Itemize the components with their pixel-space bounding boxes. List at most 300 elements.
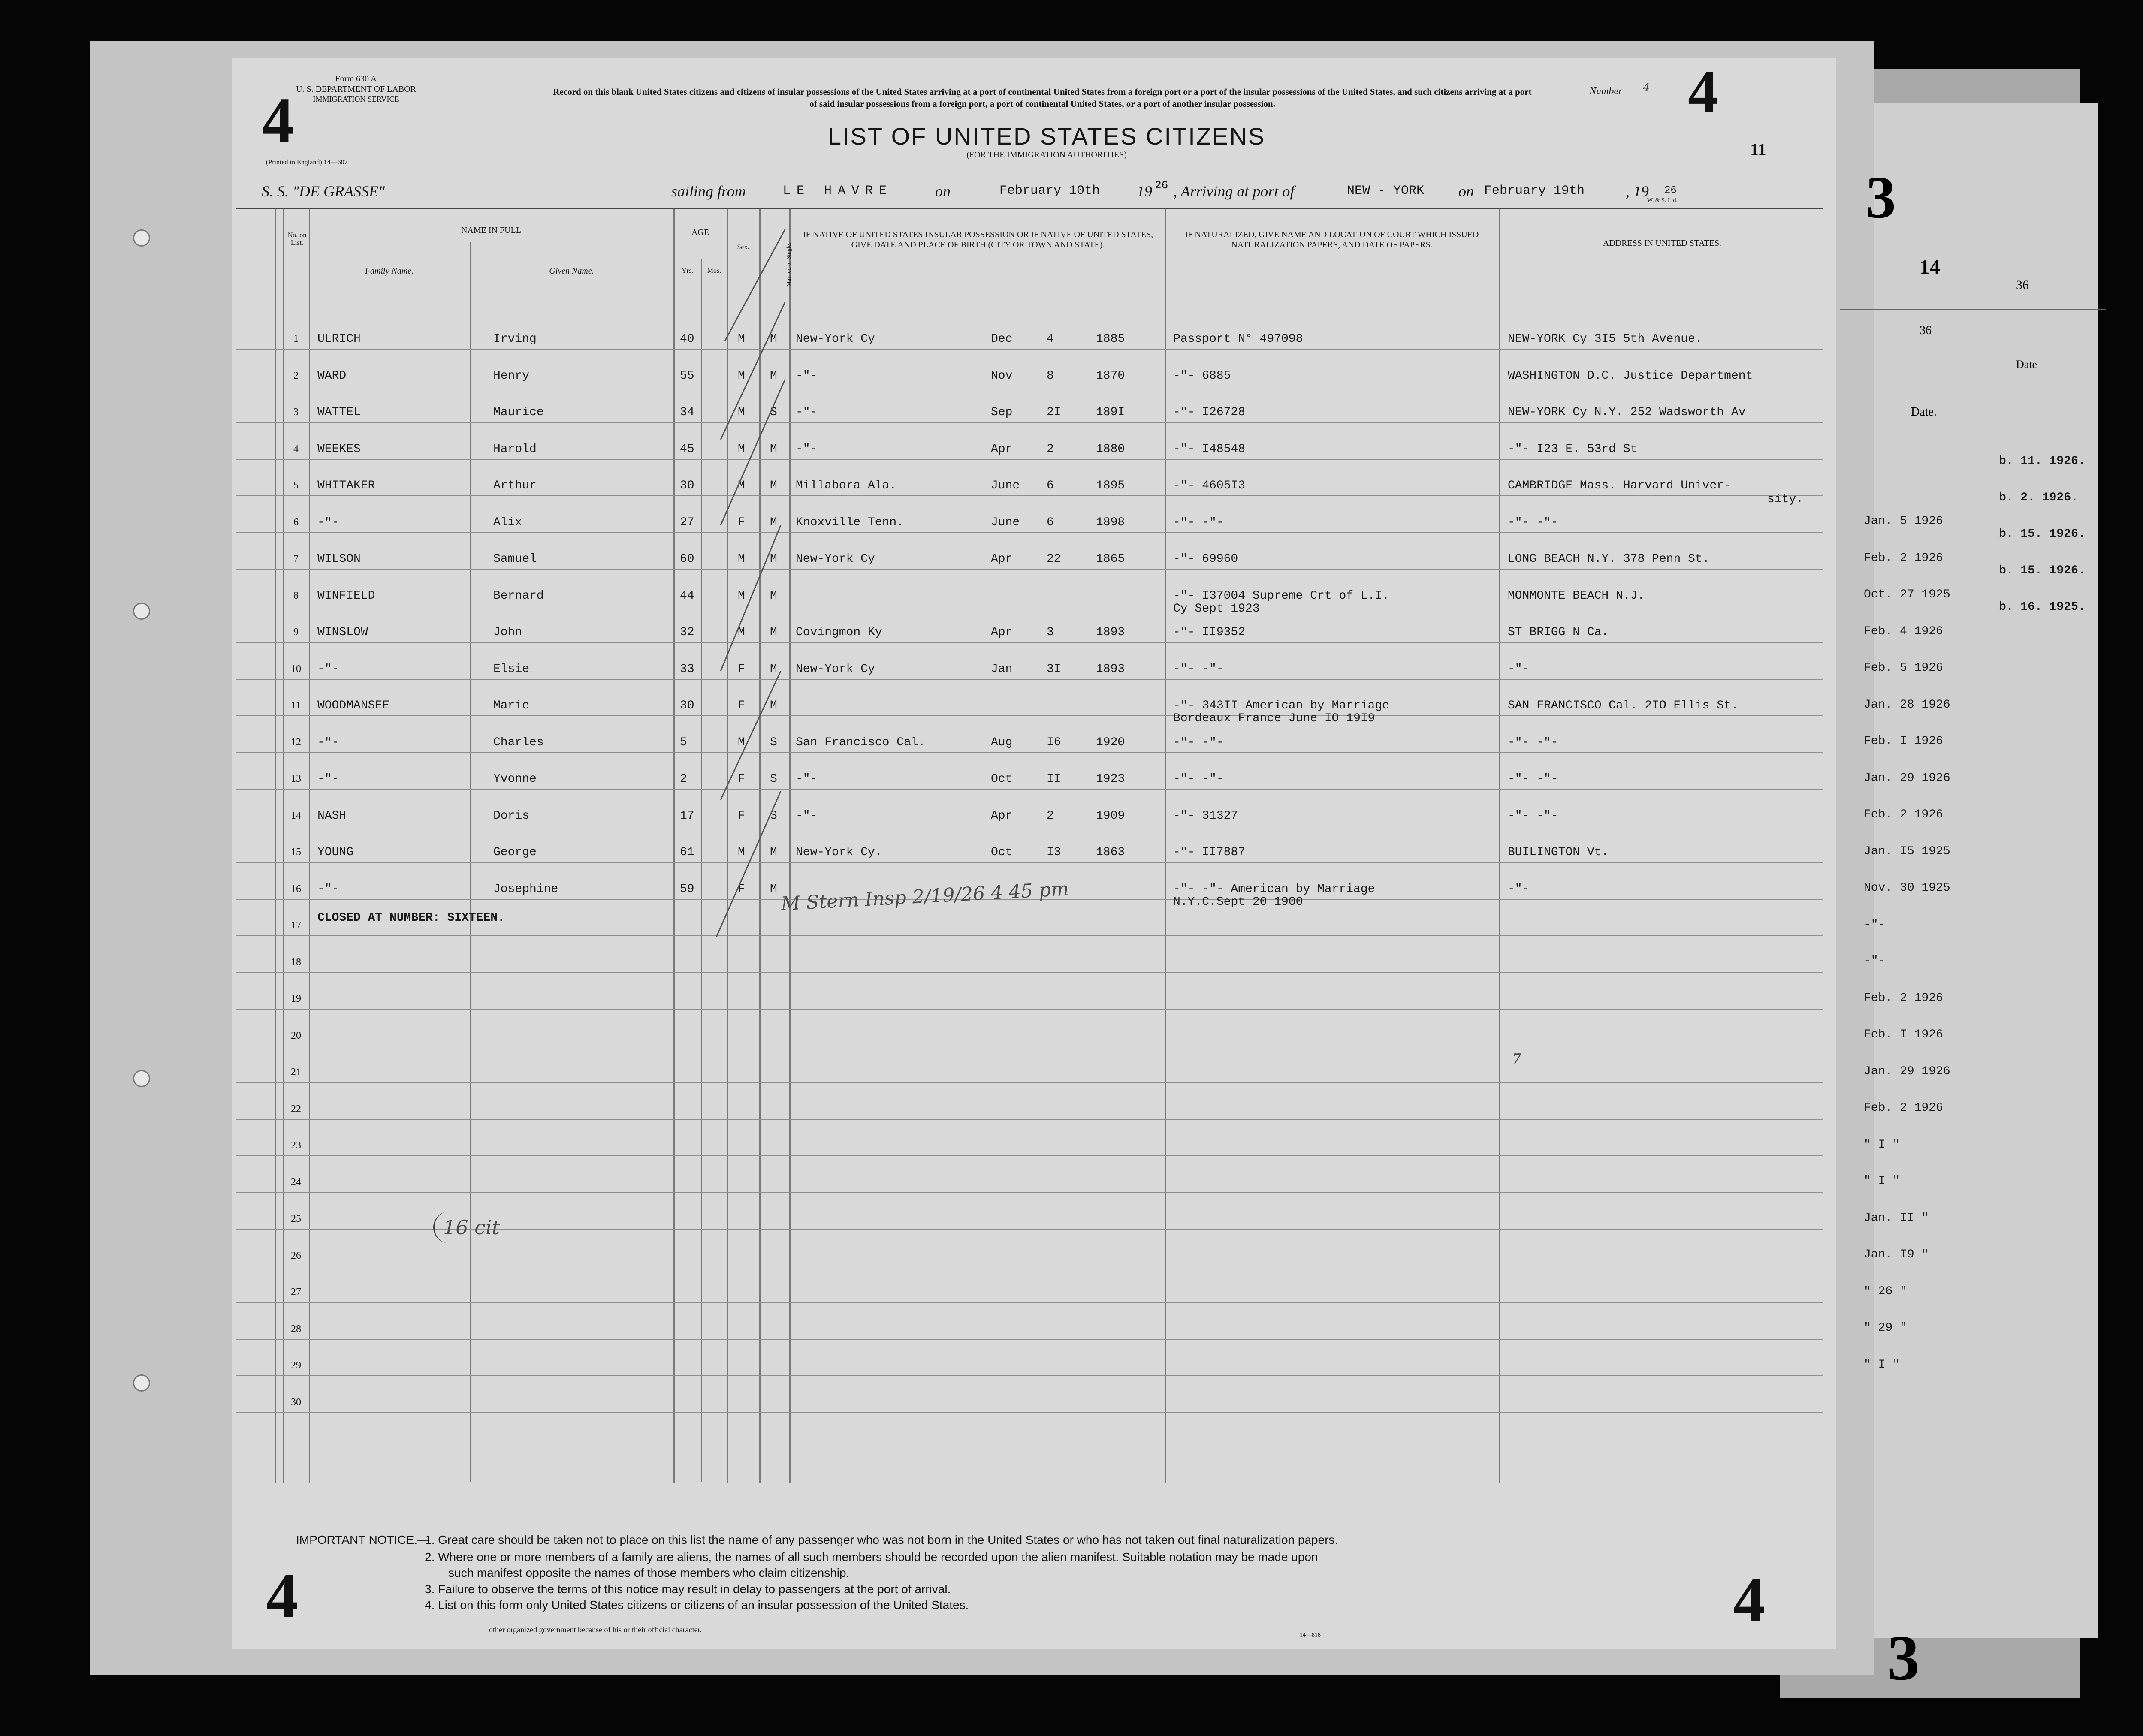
- age-years: 44: [680, 589, 694, 603]
- address: -"- -"-: [1508, 735, 1558, 749]
- sex: F: [738, 809, 745, 823]
- given-name: Marie: [493, 699, 530, 712]
- notice-item-2-cont: such manifest opposite the names of those members who claim citizenship.: [448, 1566, 850, 1579]
- marital-status: S: [770, 809, 777, 823]
- birth-place: Covingmon Ky: [796, 626, 882, 639]
- naturalization: -"- 343II American by Marriage: [1173, 699, 1390, 712]
- marital-status: M: [770, 515, 777, 529]
- address: -"- -"-: [1508, 515, 1558, 529]
- side-header-number: 14: [1920, 256, 1940, 278]
- family-name: -"-: [317, 735, 339, 749]
- side-date: " I ": [1864, 1175, 1900, 1188]
- birth-day: 2I: [1047, 406, 1061, 419]
- birth-month: Apr: [991, 809, 1013, 823]
- address-line-2: sity.: [1767, 493, 1804, 506]
- age-years: 17: [680, 809, 694, 823]
- side-big-number: 3: [1866, 164, 1896, 231]
- given-name: Elsie: [493, 662, 530, 676]
- birth-year: 1865: [1096, 552, 1125, 566]
- birth-month: Oct: [991, 846, 1013, 859]
- row-rule: [236, 532, 1823, 533]
- family-name: WHITAKER: [317, 479, 375, 492]
- check-marks-svg: [673, 199, 811, 971]
- side-date: " 26 ": [1864, 1284, 1907, 1298]
- side-date: Jan. 28 1926: [1864, 698, 1950, 711]
- row-number: 25: [291, 1213, 301, 1224]
- row-rule: [236, 679, 1823, 680]
- family-name: YOUNG: [317, 846, 354, 859]
- marital-status: M: [770, 479, 777, 492]
- sail-year-prefix: 19: [1137, 183, 1152, 200]
- sex: F: [738, 662, 745, 676]
- header-address: ADDRESS IN UNITED STATES.: [1603, 238, 1722, 248]
- row-number: 5: [293, 480, 299, 491]
- birth-day: I6: [1047, 735, 1061, 749]
- row-rule: [236, 1082, 1823, 1083]
- family-name: WOODMANSEE: [317, 699, 390, 712]
- address: -"-: [1508, 882, 1530, 896]
- inspector-stamp: M Stern Insp 2/19/26 4 45 pm: [780, 878, 1070, 915]
- side-date: Jan. 29 1926: [1864, 1064, 1950, 1078]
- naturalization: -"- II7887: [1173, 846, 1246, 859]
- given-name: Irving: [493, 332, 537, 346]
- row-number: 16: [291, 883, 301, 895]
- family-name: WEEKES: [317, 442, 361, 456]
- side-date: Feb. 4 1926: [1864, 624, 1943, 638]
- side-date: Feb. I 1926: [1864, 1028, 1943, 1041]
- age-years: 59: [680, 882, 694, 896]
- marital-status: S: [770, 406, 777, 419]
- birth-year: 1923: [1096, 772, 1125, 786]
- notice-trailing: other organized government because of his or their official character.: [489, 1625, 702, 1634]
- naturalization: -"- 6885: [1173, 369, 1231, 383]
- row-number: 29: [291, 1360, 301, 1371]
- printer-mark: W. & S. Ltd.: [1647, 197, 1678, 204]
- side-date-entry: b. 15. 1926.: [1999, 527, 2086, 541]
- side-date: Jan. II ": [1864, 1211, 1929, 1225]
- row-rule: [236, 642, 1823, 643]
- naturalization-line-2: N.Y.C.Sept 20 1900: [1173, 895, 1303, 909]
- page-title: LIST OF UNITED STATES CITIZENS: [827, 123, 1266, 150]
- list-number-top-right: 4: [1688, 58, 1718, 125]
- row-rule: [236, 349, 1823, 350]
- address: NEW-YORK Cy N.Y. 252 Wadsworth Av: [1508, 406, 1746, 419]
- row-number: 21: [291, 1067, 301, 1078]
- birth-place: New-York Cy: [796, 662, 875, 676]
- sailing-from-port: LE HAVRE: [783, 184, 893, 198]
- age-years: 45: [680, 442, 694, 456]
- birth-month: Apr: [991, 442, 1013, 456]
- naturalization: -"- 4605I3: [1173, 479, 1246, 492]
- side-date-entry: b. 15. 1926.: [1999, 564, 2086, 577]
- given-name: Samuel: [493, 552, 537, 566]
- side-col-36: 36: [2016, 278, 2029, 292]
- family-name: WARD: [317, 369, 347, 383]
- department: U. S. DEPARTMENT OF LABOR: [296, 84, 416, 94]
- age-years: 34: [680, 406, 694, 419]
- sail-year: 26: [1155, 179, 1168, 192]
- form-number: Form 630 A: [335, 74, 377, 84]
- on-label-2: on: [1458, 183, 1474, 200]
- birth-year: 1909: [1096, 809, 1125, 823]
- birth-day: I3: [1047, 846, 1061, 859]
- given-name: Josephine: [493, 882, 558, 896]
- marital-status: M: [770, 332, 777, 346]
- manifest-page: [232, 58, 1836, 1649]
- sex: M: [738, 332, 745, 346]
- address: MONMONTE BEACH N.J.: [1508, 589, 1645, 603]
- row-number: 14: [291, 810, 301, 821]
- birth-place: -"-: [796, 369, 818, 383]
- family-name: -"-: [317, 882, 339, 896]
- birth-year: 189I: [1096, 406, 1125, 419]
- marital-status: M: [770, 442, 777, 456]
- header-name-in-full: NAME IN FULL: [461, 226, 521, 235]
- side-date: Jan. 29 1926: [1864, 771, 1950, 785]
- row-rule: [236, 1009, 1823, 1010]
- age-years: 33: [680, 662, 694, 676]
- row-number: 8: [293, 590, 299, 601]
- naturalization: -"- -"-: [1173, 662, 1224, 676]
- side-rule: [1840, 309, 2106, 310]
- birth-month: June: [991, 479, 1020, 492]
- row-number: 7: [293, 553, 299, 564]
- address: BUILINGTON Vt.: [1508, 846, 1609, 859]
- naturalization: -"- I26728: [1173, 406, 1246, 419]
- naturalization: -"- -"- American by Marriage: [1173, 882, 1375, 896]
- punch-hole: [133, 1070, 150, 1087]
- side-date: Nov. 30 1925: [1864, 881, 1950, 895]
- naturalization: Passport N° 497098: [1173, 332, 1303, 346]
- side-date: Feb. 2 1926: [1864, 1101, 1943, 1115]
- row-number: 23: [291, 1140, 301, 1151]
- col-divider: [275, 209, 276, 1483]
- row-number: 11: [291, 700, 301, 711]
- row-number: 20: [291, 1030, 301, 1041]
- given-name: Yvonne: [493, 772, 537, 786]
- punch-hole: [133, 1374, 150, 1392]
- given-name: Alix: [493, 515, 522, 529]
- birth-place: Millabora Ala.: [796, 479, 897, 492]
- naturalization: -"- 31327: [1173, 809, 1238, 823]
- side-date: Feb. I 1926: [1864, 735, 1943, 748]
- address: ST BRIGG N Ca.: [1508, 626, 1609, 639]
- side-date: " I ": [1864, 1358, 1900, 1371]
- birth-year: 1898: [1096, 515, 1125, 529]
- birth-place: -"-: [796, 406, 818, 419]
- row-rule: [236, 972, 1823, 973]
- row-rule: [236, 1339, 1823, 1340]
- marital-status: M: [770, 552, 777, 566]
- row-number: 24: [291, 1176, 301, 1188]
- side-date: Oct. 27 1925: [1864, 588, 1950, 601]
- age-years: 30: [680, 699, 694, 712]
- address: CAMBRIDGE Mass. Harvard Univer-: [1508, 479, 1731, 492]
- birth-month: Oct: [991, 772, 1013, 786]
- birth-year: 1893: [1096, 626, 1125, 639]
- sailing-from-label: sailing from: [671, 183, 746, 200]
- side-date: " 29 ": [1864, 1321, 1907, 1335]
- naturalization: -"- I37004 Supreme Crt of L.I.: [1173, 589, 1390, 603]
- notice-item-3: 3. Failure to observe the terms of this notice may result in delay to passengers at the port of arrival.: [425, 1582, 951, 1596]
- birth-month: Nov: [991, 369, 1013, 383]
- birth-day: II: [1047, 772, 1061, 786]
- sex: M: [738, 846, 745, 859]
- naturalization: -"- II9352: [1173, 626, 1246, 639]
- age-years: 60: [680, 552, 694, 566]
- row-rule: [236, 569, 1823, 570]
- birth-month: Jan: [991, 662, 1013, 676]
- age-years: 2: [680, 772, 687, 786]
- number-value: 4: [1643, 81, 1650, 94]
- row-number: 18: [291, 956, 301, 968]
- row-rule: [236, 495, 1823, 496]
- header-birth: IF NATIVE OF UNITED STATES INSULAR POSSESSION OR IF NATIVE OF UNITED STATES, GIVE DATE AND PLACE OF BIRTH (CITY OR TOWN AND STATE).: [803, 230, 1153, 250]
- side-date: -"-: [1864, 955, 1886, 968]
- sex: M: [738, 735, 745, 749]
- header-married-single: Married or Single.: [786, 242, 792, 287]
- service: IMMIGRATION SERVICE: [313, 95, 399, 103]
- birth-place: New-York Cy: [796, 332, 875, 346]
- family-name: WINSLOW: [317, 626, 368, 639]
- side-date: Feb. 5 1926: [1864, 661, 1943, 675]
- sex: M: [738, 479, 745, 492]
- sail-date: February 10th: [999, 184, 1100, 198]
- page-number: 11: [1750, 140, 1766, 159]
- birth-year: 1870: [1096, 369, 1125, 383]
- header-years: Yrs.: [681, 267, 694, 274]
- number-label: Number: [1589, 86, 1623, 97]
- notice-item-2: 2. Where one or more members of a family are aliens, the names of all such members should be recorded upon the alien manifest. Suitable notation may be made upon: [425, 1550, 1318, 1564]
- side-date: Feb. 2 1926: [1864, 551, 1943, 565]
- side-date: " I ": [1864, 1138, 1900, 1151]
- row-rule: [236, 1119, 1823, 1120]
- marital-status: M: [770, 662, 777, 676]
- address: -"-: [1508, 662, 1530, 676]
- marital-status: M: [770, 626, 777, 639]
- row-rule: [236, 1192, 1823, 1193]
- row-rule: [236, 459, 1823, 460]
- marital-status: S: [770, 772, 777, 786]
- family-name: -"-: [317, 515, 339, 529]
- arrival-year: 26: [1664, 185, 1677, 196]
- row-number: 12: [291, 736, 301, 748]
- birth-month: Dec: [991, 332, 1013, 346]
- arriving-label: , Arriving at port of: [1173, 183, 1295, 200]
- given-name: John: [493, 626, 522, 639]
- form-instructions: Record on this blank United States citizens and citizens of insular possessions of the United States arriving at a port of continental United States from a foreign port or a port of the insular possessions of the United States, and such citizens arriving at a port of said insular possessions from a foreign port, a port of continental United States, or a port of another insular possession.: [553, 87, 1532, 109]
- notice-item-1: 1. Great care should be taken not to place on this list the name of any passenger who was not born in the United States or who has not taken out final naturalization papers.: [425, 1533, 1338, 1546]
- list-number-top-left: 4: [262, 85, 294, 156]
- side-date: -"-: [1864, 918, 1886, 931]
- naturalization: -"- -"-: [1173, 772, 1224, 786]
- footer-mark: 14—818: [1300, 1632, 1321, 1638]
- header-no: No. on List.: [287, 232, 307, 247]
- row-rule: [236, 789, 1823, 790]
- given-name: Charles: [493, 735, 544, 749]
- naturalization: -"- -"-: [1173, 735, 1224, 749]
- side-date-entry: b. 11. 1926.: [1999, 455, 2086, 468]
- row-number: 6: [293, 516, 299, 528]
- side-date-entry: b. 2. 1926.: [1999, 491, 2078, 504]
- sex: M: [738, 369, 745, 383]
- age-years: 40: [680, 332, 694, 346]
- side-big-number-bottom: 3: [1887, 1622, 1920, 1694]
- given-name: Henry: [493, 369, 530, 383]
- given-name: George: [493, 846, 537, 859]
- age-years: 5: [680, 735, 687, 749]
- birth-month: June: [991, 515, 1020, 529]
- header-given-name: Given Name.: [549, 266, 594, 276]
- notice-heading: IMPORTANT NOTICE.—: [296, 1533, 430, 1546]
- family-name: ULRICH: [317, 332, 361, 346]
- ship-name: S. S. "DE GRASSE": [262, 183, 385, 200]
- sex: M: [738, 442, 745, 456]
- address: -"- I23 E. 53rd St: [1508, 442, 1638, 456]
- age-years: 61: [680, 846, 694, 859]
- birth-place: -"-: [796, 809, 818, 823]
- birth-day: 22: [1047, 552, 1061, 566]
- birth-year: 1880: [1096, 442, 1125, 456]
- birth-place: San Francisco Cal.: [796, 735, 926, 749]
- birth-day: 6: [1047, 479, 1054, 492]
- naturalization-line-2: Bordeaux France June IO 19I9: [1173, 712, 1375, 725]
- header-naturalized: IF NATURALIZED, GIVE NAME AND LOCATION OF COURT WHICH ISSUED NATURALIZATION PAPERS, AND DATE OF PAPERS.: [1185, 230, 1479, 250]
- header-sex: Sex.: [737, 244, 749, 251]
- row-number: 10: [291, 663, 301, 675]
- row-rule: [236, 752, 1823, 753]
- naturalization: -"- 69960: [1173, 552, 1238, 566]
- list-number-bottom-left: 4: [266, 1560, 298, 1631]
- side-date: Jan. 5 1926: [1864, 515, 1943, 528]
- given-name: Bernard: [493, 589, 544, 603]
- row-number: 26: [291, 1250, 301, 1261]
- age-years: 27: [680, 515, 694, 529]
- family-name: WATTEL: [317, 406, 361, 419]
- sex: M: [738, 626, 745, 639]
- sex: M: [738, 406, 745, 419]
- col-divider: [309, 209, 310, 1483]
- row-rule: [236, 1375, 1823, 1376]
- notice-item-4: 4. List on this form only United States citizens or citizens of an insular possession of the United States.: [425, 1598, 969, 1612]
- birth-place: New-York Cy.: [796, 846, 882, 859]
- birth-place: Knoxville Tenn.: [796, 515, 904, 529]
- given-name: Arthur: [493, 479, 537, 492]
- birth-year: 1895: [1096, 479, 1125, 492]
- family-name: -"-: [317, 662, 339, 676]
- list-number-bottom-right: 4: [1733, 1564, 1765, 1636]
- header-age: AGE: [691, 228, 709, 237]
- page-subtitle: (FOR THE IMMIGRATION AUTHORITIES): [966, 150, 1127, 160]
- printed-note: (Printed in England) 14—607: [266, 159, 348, 166]
- naturalization-line-2: Cy Sept 1923: [1173, 602, 1260, 615]
- row-number: 30: [291, 1396, 301, 1408]
- sex: F: [738, 515, 745, 529]
- arrival-port: NEW - YORK: [1347, 184, 1425, 198]
- sex: M: [738, 589, 745, 603]
- marital-status: S: [770, 735, 777, 749]
- side-date: Jan. I9 ": [1864, 1248, 1929, 1261]
- row-rule: [236, 1302, 1823, 1303]
- marital-status: M: [770, 369, 777, 383]
- row-number: 27: [291, 1287, 301, 1298]
- age-years: 32: [680, 626, 694, 639]
- address: SAN FRANCISCO Cal. 2IO Ellis St.: [1508, 699, 1739, 712]
- marital-status: M: [770, 882, 777, 896]
- closing-statement: CLOSED AT NUMBER: SIXTEEN.: [317, 911, 505, 925]
- family-name: NASH: [317, 809, 347, 823]
- birth-year: 1885: [1096, 332, 1125, 346]
- side-date: Feb. 2 1926: [1864, 808, 1943, 821]
- marital-status: M: [770, 846, 777, 859]
- row-number: 22: [291, 1103, 301, 1115]
- birth-day: 2: [1047, 442, 1054, 456]
- arrival-year-prefix: , 19: [1626, 183, 1649, 200]
- birth-month: Aug: [991, 735, 1013, 749]
- given-name: Doris: [493, 809, 530, 823]
- sex: F: [738, 699, 745, 712]
- row-rule: [236, 715, 1823, 716]
- address: -"- -"-: [1508, 809, 1558, 823]
- naturalization: -"- -"-: [1173, 515, 1224, 529]
- birth-day: 8: [1047, 369, 1054, 383]
- row-rule: [236, 862, 1823, 863]
- side-date: Feb. 2 1926: [1864, 991, 1943, 1005]
- row-rule: [236, 422, 1823, 423]
- arrival-date: February 19th: [1484, 184, 1585, 198]
- given-name: Harold: [493, 442, 537, 456]
- age-years: 30: [680, 479, 694, 492]
- address: -"- -"-: [1508, 772, 1558, 786]
- side-col-36b: 36: [1920, 324, 1932, 337]
- row-number: 1: [293, 333, 299, 344]
- birth-month: Sep: [991, 406, 1013, 419]
- handwritten-seven: 7: [1512, 1051, 1521, 1068]
- birth-day: 2: [1047, 809, 1054, 823]
- address: WASHINGTON D.C. Justice Department: [1508, 369, 1753, 383]
- birth-year: 1863: [1096, 846, 1125, 859]
- side-date-label: Date.: [1911, 405, 1937, 419]
- col-divider: [1499, 209, 1500, 1483]
- row-number: 19: [291, 993, 301, 1004]
- punch-hole: [133, 229, 150, 247]
- col-divider: [1165, 209, 1166, 1483]
- family-name: -"-: [317, 772, 339, 786]
- on-label: on: [935, 183, 951, 200]
- address: LONG BEACH N.Y. 378 Penn St.: [1508, 552, 1710, 566]
- sex: F: [738, 882, 745, 896]
- citizen-count-note: 16 cit: [433, 1212, 508, 1243]
- birth-place: -"-: [796, 442, 818, 456]
- birth-year: 1920: [1096, 735, 1125, 749]
- row-rule: [236, 1155, 1823, 1156]
- birth-month: Apr: [991, 626, 1013, 639]
- side-date: Jan. I5 1925: [1864, 844, 1950, 858]
- side-date-entry: b. 16. 1925.: [1999, 600, 2086, 614]
- birth-place: -"-: [796, 772, 818, 786]
- row-number: 17: [291, 920, 301, 931]
- birth-day: 4: [1047, 332, 1054, 346]
- birth-day: 3: [1047, 626, 1054, 639]
- header-family-name: Family Name.: [365, 266, 414, 276]
- marital-status: M: [770, 699, 777, 712]
- row-number: 4: [293, 443, 299, 455]
- naturalization: -"- I48548: [1173, 442, 1246, 456]
- birth-year: 1893: [1096, 662, 1125, 676]
- birth-place: New-York Cy: [796, 552, 875, 566]
- family-name: WINFIELD: [317, 589, 375, 603]
- row-rule: [236, 1412, 1823, 1413]
